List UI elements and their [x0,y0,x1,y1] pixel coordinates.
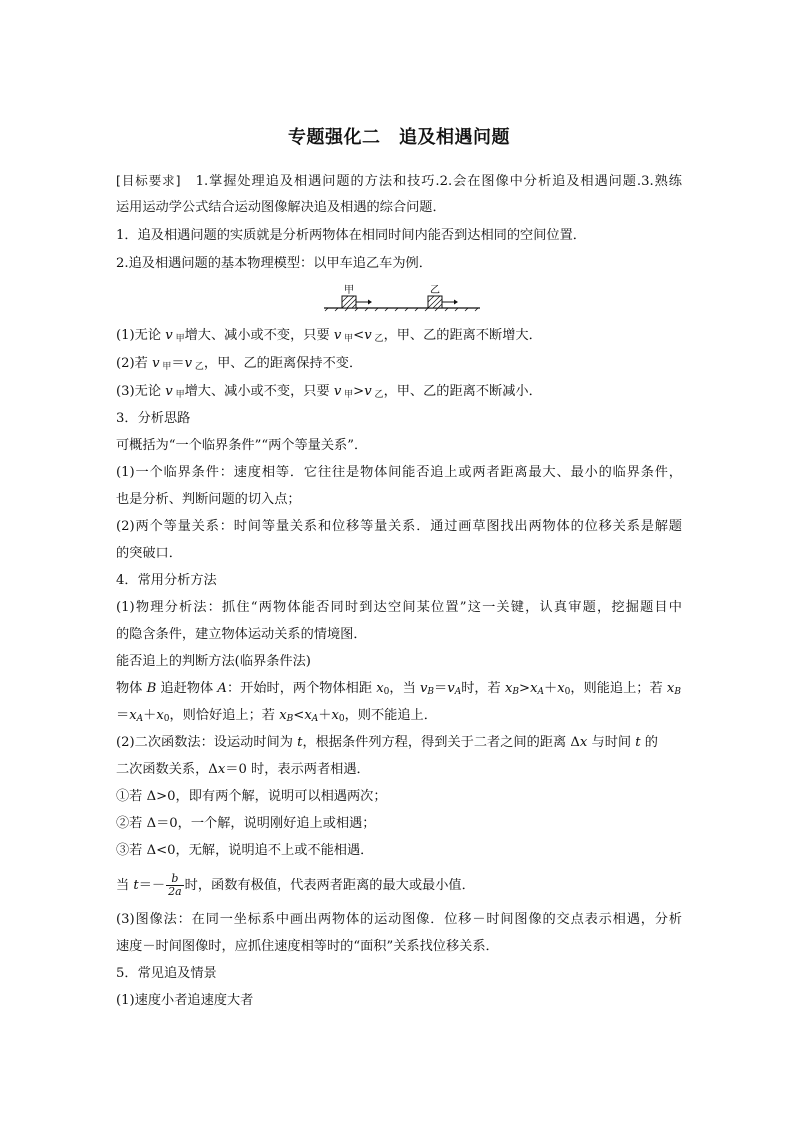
case-one-solution: ②若 Δ＝0，一个解，说明刚好追上或相遇； [116,816,376,831]
section-3-c2-line-1: (2)两个等量关系：时间等量关系和位移等量关系．通过画草图找出两物体的位移关系是解题 [116,519,682,534]
car-b-arrowhead [454,300,458,305]
page-title: 专题强化二 追及相遇问题 [288,127,510,148]
para-2: 2.追及相遇问题的基本物理模型：以甲车追乙车为例． [116,256,432,271]
section-3-heading: 3．分析思路 [116,411,191,426]
section-3-c1-line-1: (1)一个临界条件：速度相等．它往往是物体间能否追上或两者距离最大、最小的临界条件， [116,465,682,480]
section-4-m3-line-2: 速度－时间图像时，应抓住速度相等时的“面积”关系找位移关系． [116,939,499,954]
model-case-2: (2)若 v $_甲$＝v $_乙$，甲、乙的距离保持不变． [116,356,363,372]
section-4-m2-line-2: 二次函数关系，Δx＝0 时，表示两者相遇． [116,762,370,777]
section-4-m2-line-1: (2)二次函数法：设运动时间为 t，根据条件列方程，得到关于二者之间的距离 Δx 与时间 t 的 [116,735,658,750]
critical-method-heading: 能否追上的判断方法(临界条件法) [116,654,311,669]
goal-line-1: [目标要求] 1.掌握处理追及相遇问题的方法和技巧.2.会在图像中分析追及相遇问题.3.熟练 [116,173,682,189]
section-3-c2-line-2: 的突破口． [116,546,182,561]
critical-line-2: $=x_A+x_0$，则恰好追上；若 $x_B<x_A+x_0$，则不能追上． [116,708,437,724]
critical-line-1: 物体 B 追赶物体 A：开始时，两个物体相距 $x_0$，当 $v_B=v_A$时，若 $x_B>x_A+x_0$，则能追上；若 $x_B$ [116,681,681,697]
section-3-c1-line-2: 也是分析、判断问题的切入点； [116,492,301,507]
section-5-sub-1: (1)速度小者追速度大者 [116,993,254,1008]
section-3-intro: 可概括为“一个临界条件”“两个等量关系”． [116,438,368,453]
goal-tag: [目标要求] [116,173,181,188]
case-no-solution: ③若 Δ<0，无解，说明追不上或不能相遇． [116,843,374,858]
section-4-m1-line-2: 的隐含条件，建立物体运动关系的情境图． [116,627,367,642]
section-4-m1-line-1: (1)物理分析法：抓住“两物体能否同时到达空间某位置”这一关键，认真审题，挖掘题目中 [116,600,682,615]
car-b-label: 乙 [430,285,440,296]
extremum-line: 当 t＝－ $\frac{b}{2a}$ 时，函数有极值，代表两者距离的最大或最小值． [116,872,475,898]
section-4-m3-line-1: (3)图像法：在同一坐标系中画出两物体的运动图像．位移－时间图像的交点表示相遇，分析 [116,912,682,927]
model-case-3: (3)无论 v $_甲$增大、减小或不变，只要 v $_甲$>v $_乙$，甲、乙的距离不断减小． [116,384,542,400]
model-case-1: (1)无论 v $_甲$增大、减小或不变，只要 v $_甲$<v $_乙$，甲、乙的距离不断增大． [116,328,542,344]
goal-line-2: 运用运动学公式结合运动图像解决追及相遇的综合问题． [116,200,446,215]
car-a-arrowhead [368,300,372,305]
fraction-b-over-2a: $\frac{b}{2a}$ [168,872,182,898]
section-5-heading: 5．常见追及情景 [116,966,217,981]
section-4-heading: 4．常用分析方法 [116,573,217,588]
case-two-solutions: ①若 Δ>0，即有两个解，说明可以相遇两次； [116,789,387,804]
para-1: 1．追及相遇问题的实质就是分析两物体在相同时间内能否到达相同的空间位置． [116,228,586,243]
car-model-figure [322,282,482,312]
car-a-label: 甲 [344,285,354,296]
